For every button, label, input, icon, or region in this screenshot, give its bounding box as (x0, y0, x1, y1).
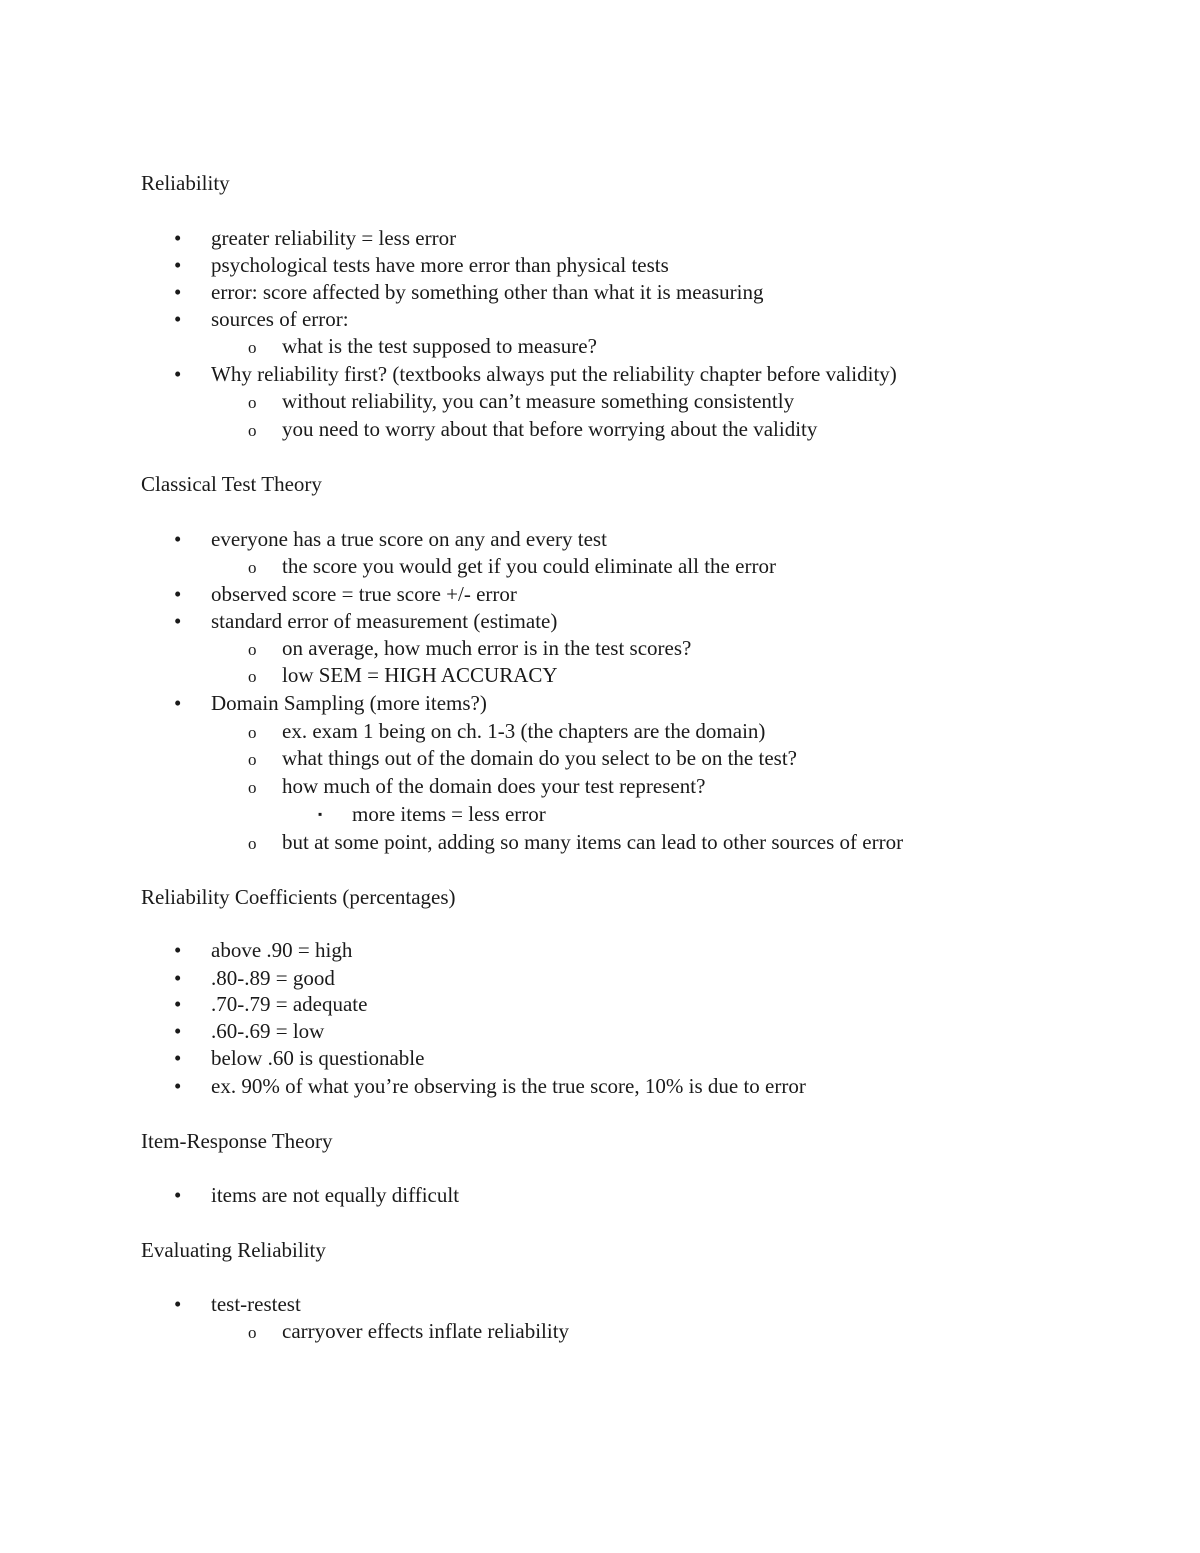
bullet-level-1-icon: • (174, 1292, 182, 1316)
bullet-level-2-icon: o (248, 778, 257, 797)
bullet-level-2-icon: o (248, 558, 257, 577)
bullet-level-2-icon: o (248, 1323, 257, 1342)
bullet-level-1-icon: • (174, 1074, 182, 1098)
list-item: on average, how much error is in the test scores? (282, 636, 692, 660)
bullet-level-1-icon: • (174, 1046, 182, 1070)
list-item: carryover effects inflate reliability (282, 1319, 570, 1343)
list-item: but at some point, adding so many items can lead to other sources of error (282, 830, 904, 854)
list-item: greater reliability = less error (211, 226, 457, 250)
list-item: standard error of measurement (estimate) (211, 609, 558, 633)
list-item: error: score affected by something other than what it is measuring (211, 280, 764, 304)
list-item: above .90 = high (211, 938, 353, 962)
bullet-level-2-icon: o (248, 723, 257, 742)
bullet-level-2-icon: o (248, 834, 257, 853)
bullet-level-1-icon: • (174, 992, 182, 1016)
section-heading: Classical Test Theory (141, 472, 322, 496)
section-heading: Reliability (141, 171, 230, 195)
bullet-level-1-icon: • (174, 938, 182, 962)
list-item: test-restest (211, 1292, 301, 1316)
bullet-level-2-icon: o (248, 640, 257, 659)
bullet-level-2-icon: o (248, 667, 257, 686)
list-item: .60-.69 = low (211, 1019, 325, 1043)
section-heading: Evaluating Reliability (141, 1238, 326, 1262)
bullet-level-1-icon: • (174, 362, 182, 386)
bullet-level-2-icon: o (248, 750, 257, 769)
list-item: you need to worry about that before worrying about the validity (282, 417, 818, 441)
list-item: how much of the domain does your test represent? (282, 774, 706, 798)
section-heading: Item-Response Theory (141, 1129, 333, 1153)
list-item: below .60 is questionable (211, 1046, 425, 1070)
list-item: without reliability, you can’t measure something consistently (282, 389, 795, 413)
bullet-level-1-icon: • (174, 253, 182, 277)
bullet-level-1-icon: • (174, 966, 182, 990)
list-item: ex. 90% of what you’re observing is the true score, 10% is due to error (211, 1074, 806, 1098)
list-item: observed score = true score +/- error (211, 582, 517, 606)
bullet-level-1-icon: • (174, 609, 182, 633)
list-item: sources of error: (211, 307, 349, 331)
list-item: ex. exam 1 being on ch. 1-3 (the chapters are the domain) (282, 719, 766, 743)
bullet-level-2-icon: o (248, 393, 257, 412)
list-item: items are not equally difficult (211, 1183, 460, 1207)
bullet-level-1-icon: • (174, 280, 182, 304)
list-item: everyone has a true score on any and every test (211, 527, 607, 551)
bullet-level-1-icon: • (174, 527, 182, 551)
bullet-level-1-icon: • (174, 1183, 182, 1207)
list-item: what is the test supposed to measure? (282, 334, 597, 358)
list-item: Why reliability first? (textbooks always put the reliability chapter before validity) (211, 362, 897, 386)
bullet-level-1-icon: • (174, 226, 182, 250)
list-item: psychological tests have more error than physical tests (211, 253, 669, 277)
bullet-level-1-icon: • (174, 1019, 182, 1043)
section-heading: Reliability Coefficients (percentages) (141, 885, 456, 909)
bullet-level-2-icon: o (248, 421, 257, 440)
bullet-level-1-icon: • (174, 582, 182, 606)
list-item: what things out of the domain do you select to be on the test? (282, 746, 797, 770)
bullet-level-1-icon: • (174, 691, 182, 715)
bullet-level-3-icon: ▪ (318, 807, 323, 821)
list-item: low SEM = HIGH ACCURACY (282, 663, 558, 687)
list-item: the score you would get if you could eliminate all the error (282, 554, 776, 578)
list-item: .80-.89 = good (211, 966, 335, 990)
list-item: more items = less error (352, 802, 546, 826)
list-item: .70-.79 = adequate (211, 992, 368, 1016)
bullet-level-1-icon: • (174, 307, 182, 331)
list-item: Domain Sampling (more items?) (211, 691, 487, 715)
bullet-level-2-icon: o (248, 338, 257, 357)
